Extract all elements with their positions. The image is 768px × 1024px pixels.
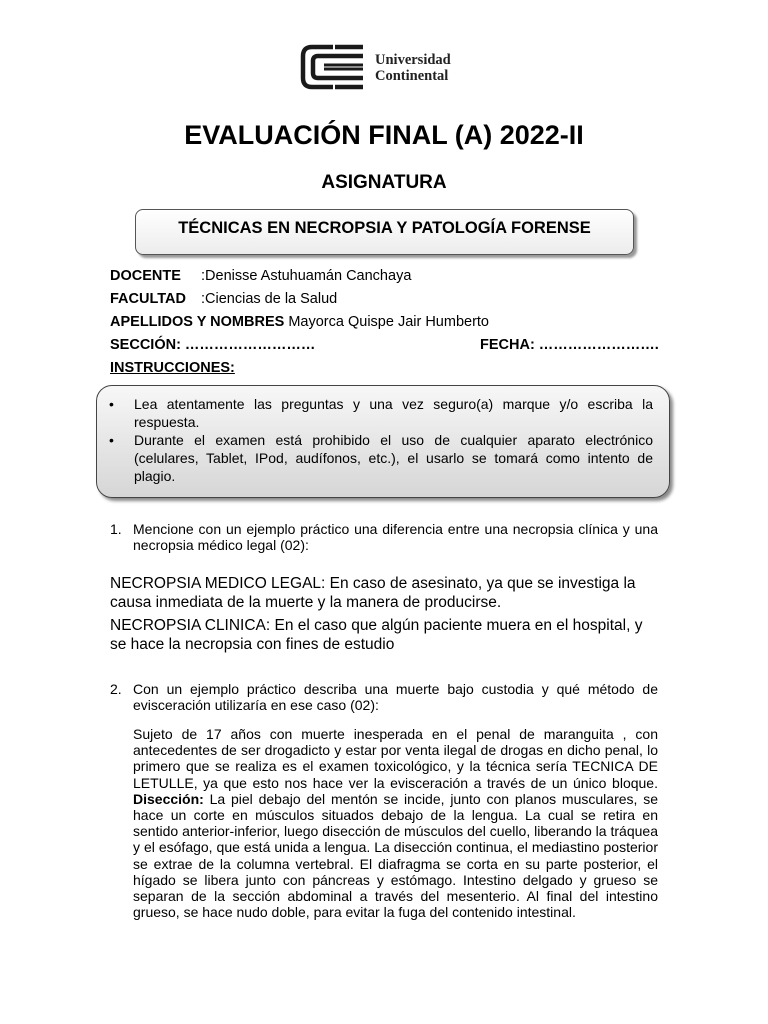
nombres-value: Mayorca Quispe Jair Humberto [288,314,490,330]
question-text: Mencione con un ejemplo práctico una diferencia entre una necropsia clínica y una necropsia médico legal (02): [133,521,658,553]
exam-title: EVALUACIÓN FINAL (A) 2022-II [184,120,584,150]
facultad-label: FACULTAD [110,291,186,307]
answer-2-bold-label: Disección: [133,790,204,807]
university-name [375,52,451,84]
instructions-list [107,395,653,485]
question-number: 1. [110,521,122,537]
instructions-box [96,385,670,498]
question-text: Con un ejemplo práctico describa una muerte bajo custodia y qué método de evisceración utilizaría en ese caso (02): [133,681,658,713]
bullet-icon: • [109,396,114,412]
facultad-value: :Ciencias de la Salud [201,291,338,307]
course-name-box [135,209,634,255]
subject-heading: ASIGNATURA [321,172,447,193]
university-logo [300,44,480,92]
answer-1-clinica: NECROPSIA CLINICA: En el caso que algún paciente muera en el hospital, y se hace la necropsia con fines de estudio [110,617,643,653]
answer-2-body: La piel debajo del mentón se incide, junto con planos musculares, se hace un corte en músculos situados debajo de la lengua. La cual se retira en sentido anterior-inferior, luego disección de músculos del cuello, liberando la tráquea y el esófago, que está unida a lengua. La disección continua, el mediastino posterior se extrae de la columna vertebral. El diafragma se corta en su parte posterior, el hígado se libera junto con páncreas y estómago. Intestino delgado y grueso se separan de la sección abdominal a través del mesenterio. Al final del intestino grueso, se hace nudo doble, para evitar la fuga del contenido intestinal. [133,790,658,921]
university-logo-icon [300,44,366,90]
instructions-label: INSTRUCCIONES: [110,360,235,376]
course-name: TÉCNICAS EN NECROPSIA Y PATOLOGÍA FORENSE [178,219,591,237]
instruction-item [107,395,653,431]
seccion-field [110,337,315,353]
nombres-row [110,314,489,330]
university-name-line1: Universidad [375,52,451,68]
seccion-label: SECCIÓN: ……………………… [110,337,316,353]
instruction-text: Durante el examen está prohibido el uso de cualquier aparato electrónico (celulares, Tablet, IPod, audífonos, etc.), el usarlo se tomará como intento de plagio. [134,432,653,484]
fecha-label: FECHA: ……………………. [480,337,659,353]
facultad-row [110,291,337,307]
answer-1-medico-legal: NECROPSIA MEDICO LEGAL: En caso de asesinato, ya que se investiga la causa inmediata de la muerte y la manera de producirse. [110,575,636,611]
question-2 [110,681,658,713]
nombres-label: APELLIDOS Y NOMBRES [110,314,285,330]
docente-label: DOCENTE [110,268,181,284]
instruction-text: Lea atentamente las preguntas y una vez seguro(a) marque y/o escriba la respuesta. [134,396,653,430]
university-name-line2: Continental [375,68,449,84]
docente-value: :Denisse Astuhuamán Canchaya [201,268,412,284]
instruction-item [107,431,653,485]
answer-2-intro: Sujeto de 17 años con muerte inesperada en el penal de maranguita , con antecedentes de ser drogadicto y estar por venta ilegal de drogas en dicho penal, lo primero que se realiza es el examen toxicológico, y la técnica sería TECNICA DE LETULLE, ya que esto nos hace ver la evisceración a través de un único bloque. [133,726,658,791]
answer-2 [133,726,658,920]
bullet-icon: • [109,432,114,448]
fecha-field [480,337,659,353]
question-number: 2. [110,681,122,697]
question-1 [110,521,658,553]
docente-row [110,268,411,284]
